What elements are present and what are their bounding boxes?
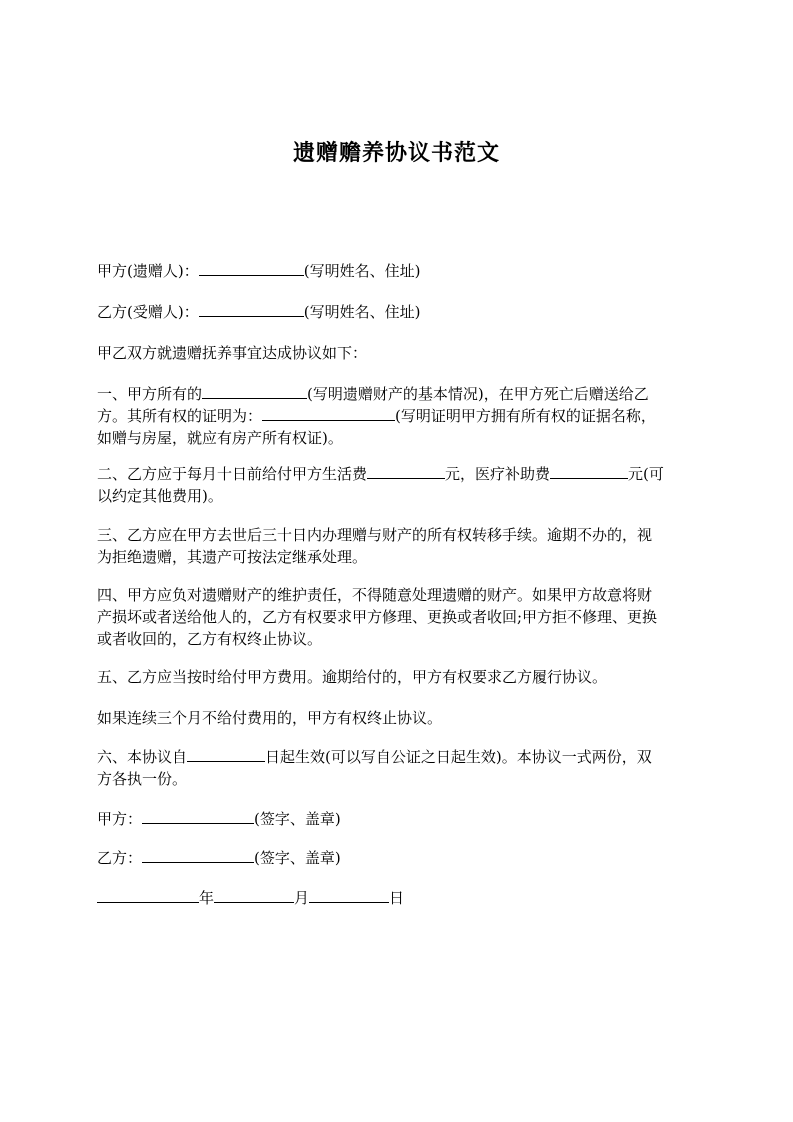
sign-a-label: 甲方： [97,810,143,828]
sign-b-label: 乙方： [97,849,143,867]
party-b-label: 乙方(受赠人)： [97,303,199,321]
clause-4 [97,584,697,650]
clause-3-line-1: 三、乙方应在甲方去世后三十日内办理赠与财产的所有权转移手续。逾期不办的，视 [97,526,653,544]
clause-3-line-2: 为拒绝遗赠，其遗产可按法定继承处理。 [97,548,368,566]
sign-a-line [97,808,697,830]
clause-2-text-b: 元，医疗补助费 [445,465,551,483]
clause-6-text-c: 方各执一份。 [97,770,188,788]
date-day-label: 日 [389,889,405,907]
clause-1-text-c: 方。其所有权的证明为： [97,407,263,425]
party-a-note: (写明姓名、住址) [303,262,421,280]
intro-line: 甲乙双方就遗赠抚养事宜达成协议如下： [97,344,368,362]
clause-2-text-a: 二、乙方应于每月十日前给付甲方生活费 [97,465,368,483]
clause-6-text-a: 六、本协议自 [97,748,188,766]
date-line [97,887,697,909]
date-month-label: 月 [294,889,310,907]
clause-6-blank-date[interactable] [187,746,265,762]
clause-4-line-3: 或者收回的，乙方有权终止协议。 [97,630,323,648]
clause-3 [97,524,697,568]
clause-2-text-d: 以约定其他费用)。 [97,487,223,505]
party-a-label: 甲方(遗赠人)： [97,262,199,280]
sign-a-note: (签字、盖章) [254,810,341,828]
sign-b-line [97,847,697,869]
clause-5-continued: 如果连续三个月不给付费用的，甲方有权终止协议。 [97,709,443,727]
party-b-note: (写明姓名、住址) [303,303,421,321]
clause-1-text-d: (写明证明甲方拥有所有权的证据名称， [395,407,656,425]
clause-2-blank-living[interactable] [367,463,445,479]
party-a-blank[interactable] [199,260,304,276]
date-year-blank[interactable] [97,887,199,903]
date-year-label: 年 [199,889,215,907]
sign-b-note: (签字、盖章) [254,849,341,867]
clause-1-blank-property[interactable] [202,383,307,399]
clause-5: 五、乙方应当按时给付甲方费用。逾期给付的，甲方有权要求乙方履行协议。 [97,668,608,686]
party-a-line [97,260,697,282]
clause-4-line-1: 四、甲方应负对遗赠财产的维护责任，不得随意处理遗赠的财产。如果甲方故意将财 [97,586,653,604]
clause-4-line-2: 产损坏或者送给他人的，乙方有权要求甲方修理、更换或者收回;甲方拒不修理、更换 [97,608,658,626]
clause-1-text-e: 如赠与房屋，就应有房产所有权证)。 [97,429,343,447]
clause-1-text-b: (写明遗赠财产的基本情况)，在甲方死亡后赠送给乙 [307,385,649,403]
clause-1 [97,383,697,449]
party-b-blank[interactable] [199,301,304,317]
clause-2-text-c: 元(可 [628,465,664,483]
clause-6-text-b: 日起生效(可以写自公证之日起生效)。本协议一式两份，双 [265,748,652,766]
sign-b-blank[interactable] [142,847,254,863]
clause-1-text-a: 一、甲方所有的 [97,385,203,403]
date-day-blank[interactable] [309,887,389,903]
clause-2-blank-medical[interactable] [550,463,628,479]
party-b-line [97,301,697,323]
clause-6 [97,746,697,790]
page-title: 遗赠赡养协议书范文 [292,141,500,166]
sign-a-blank[interactable] [142,808,254,824]
clause-2 [97,463,697,507]
date-month-blank[interactable] [214,887,294,903]
clause-1-blank-proof[interactable] [262,405,395,421]
